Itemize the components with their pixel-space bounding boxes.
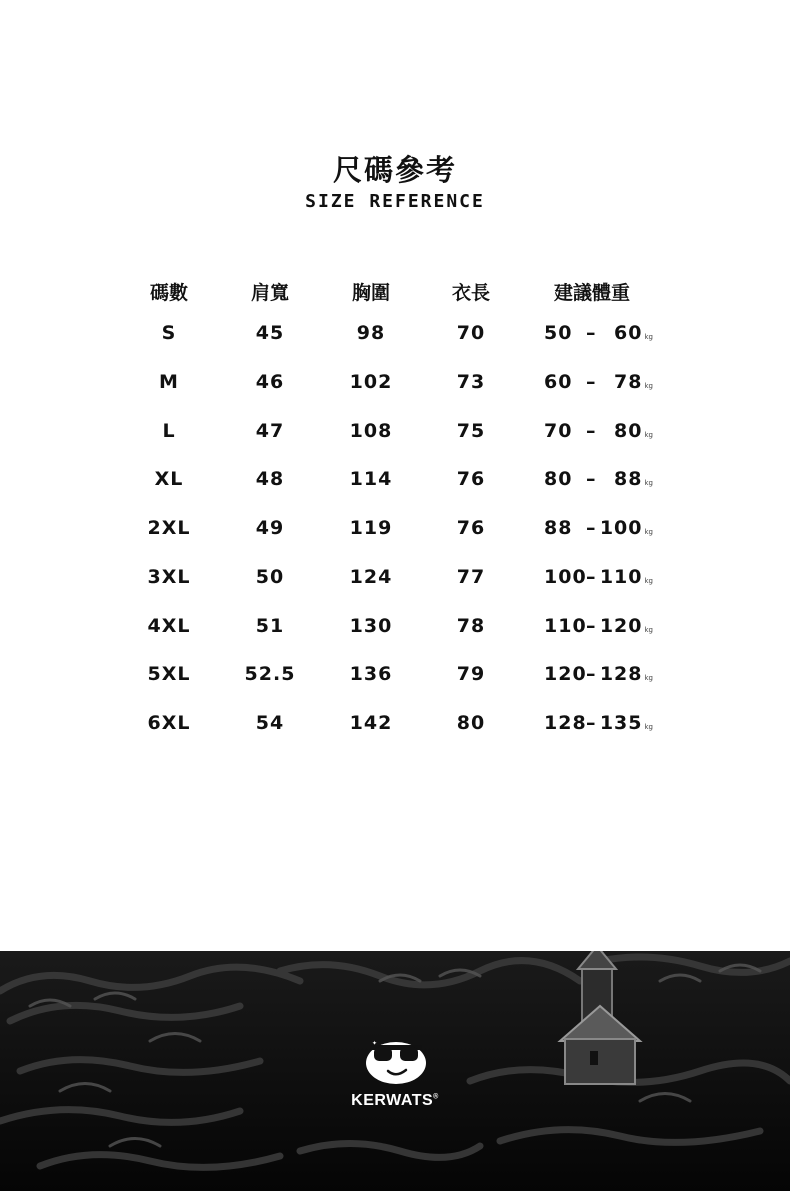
- weight-min: 128: [544, 712, 587, 734]
- length-cell: 73: [456, 371, 486, 393]
- chest-cell: 130: [349, 615, 393, 637]
- weight-max: 120: [599, 615, 643, 637]
- weight-min: 80: [544, 468, 573, 490]
- chest-cell: 119: [349, 517, 393, 539]
- weight-max: 88: [614, 468, 643, 490]
- shoulder-cell: 52.5: [244, 663, 296, 685]
- length-cell: 70: [456, 322, 486, 344]
- table-row: [0, 663, 790, 693]
- weight-dash: –: [586, 371, 597, 393]
- weight-max-group: [600, 712, 653, 734]
- size-cell: L: [162, 420, 176, 442]
- size-cell: XL: [154, 468, 184, 490]
- weight-dash: –: [586, 663, 597, 685]
- shoulder-cell: 46: [255, 371, 285, 393]
- weight-max: 110: [599, 566, 643, 588]
- table-row: [0, 615, 790, 645]
- weight-unit: kg: [644, 479, 653, 487]
- page-subtitle: SIZE REFERENCE: [305, 191, 485, 212]
- chest-cell: 98: [356, 322, 386, 344]
- weight-max-group: [614, 420, 653, 442]
- weight-unit: kg: [644, 528, 653, 536]
- shoulder-cell: 54: [255, 712, 285, 734]
- weight-min: 70: [544, 420, 573, 442]
- weight-dash: –: [586, 712, 597, 734]
- weight-unit: kg: [644, 626, 653, 634]
- length-cell: 80: [456, 712, 486, 734]
- weight-max-group: [614, 468, 653, 490]
- table-row: [0, 468, 790, 498]
- weight-min: 50: [544, 322, 573, 344]
- table-row: [0, 322, 790, 352]
- svg-text:✦: ✦: [372, 1040, 378, 1047]
- weight-unit: kg: [644, 674, 653, 682]
- kerwats-logo: [364, 1033, 428, 1085]
- chest-cell: 108: [349, 420, 393, 442]
- weight-min: 110: [544, 615, 587, 637]
- header-length: 衣長: [451, 282, 491, 304]
- size-cell: 2XL: [147, 517, 191, 539]
- weight-min: 60: [544, 371, 573, 393]
- weight-min: 120: [544, 663, 587, 685]
- shoulder-cell: 48: [255, 468, 285, 490]
- weight-unit: kg: [644, 382, 653, 390]
- header-weight: 建議體重: [553, 282, 631, 304]
- table-row: [0, 517, 790, 547]
- weight-unit: kg: [644, 333, 653, 341]
- chest-cell: 136: [349, 663, 393, 685]
- header-size: 碼數: [149, 282, 189, 304]
- weight-max: 80: [614, 420, 643, 442]
- size-cell: S: [161, 322, 177, 344]
- size-cell: 6XL: [147, 712, 191, 734]
- weight-dash: –: [586, 566, 597, 588]
- length-cell: 76: [456, 468, 486, 490]
- shoulder-cell: 47: [255, 420, 285, 442]
- table-header: [0, 278, 790, 308]
- weight-unit: kg: [644, 431, 653, 439]
- weight-max: 128: [599, 663, 643, 685]
- shoulder-cell: 50: [255, 566, 285, 588]
- table-row: [0, 371, 790, 401]
- length-cell: 78: [456, 615, 486, 637]
- brand-text: KERWATS: [351, 1092, 434, 1109]
- weight-max: 78: [614, 371, 643, 393]
- length-cell: 77: [456, 566, 486, 588]
- weight-dash: –: [586, 615, 597, 637]
- weight-dash: –: [586, 420, 597, 442]
- chest-cell: 102: [349, 371, 393, 393]
- weight-max-group: [614, 371, 653, 393]
- table-row: [0, 420, 790, 450]
- header-shoulder: 肩寬: [250, 282, 290, 304]
- weight-dash: –: [586, 322, 597, 344]
- weight-min: 88: [544, 517, 573, 539]
- weight-unit: kg: [644, 723, 653, 731]
- chest-cell: 114: [349, 468, 393, 490]
- shoulder-cell: 49: [255, 517, 285, 539]
- weight-max: 60: [614, 322, 643, 344]
- weight-max: 135: [599, 712, 643, 734]
- shoulder-cell: 45: [255, 322, 285, 344]
- header-chest: 胸圍: [351, 282, 391, 304]
- size-cell: 3XL: [147, 566, 191, 588]
- table-row: [0, 712, 790, 742]
- weight-max-group: [600, 615, 653, 637]
- length-cell: 75: [456, 420, 486, 442]
- weight-max: 100: [599, 517, 643, 539]
- weight-max-group: [600, 663, 653, 685]
- brand-name: [0, 1092, 790, 1110]
- weight-max-group: [600, 517, 653, 539]
- weight-dash: –: [586, 468, 597, 490]
- chest-cell: 142: [349, 712, 393, 734]
- registered-mark: ®: [433, 1093, 439, 1101]
- page-title: 尺碼參考: [332, 153, 457, 187]
- length-cell: 76: [456, 517, 486, 539]
- weight-max-group: [600, 566, 653, 588]
- size-cell: 4XL: [147, 615, 191, 637]
- weight-dash: –: [586, 517, 597, 539]
- weight-max-group: [614, 322, 653, 344]
- shoulder-cell: 51: [255, 615, 285, 637]
- size-cell: 5XL: [147, 663, 191, 685]
- weight-unit: kg: [644, 577, 653, 585]
- chest-cell: 124: [349, 566, 393, 588]
- size-cell: M: [159, 371, 179, 393]
- weight-min: 100: [544, 566, 587, 588]
- table-row: [0, 566, 790, 596]
- length-cell: 79: [456, 663, 486, 685]
